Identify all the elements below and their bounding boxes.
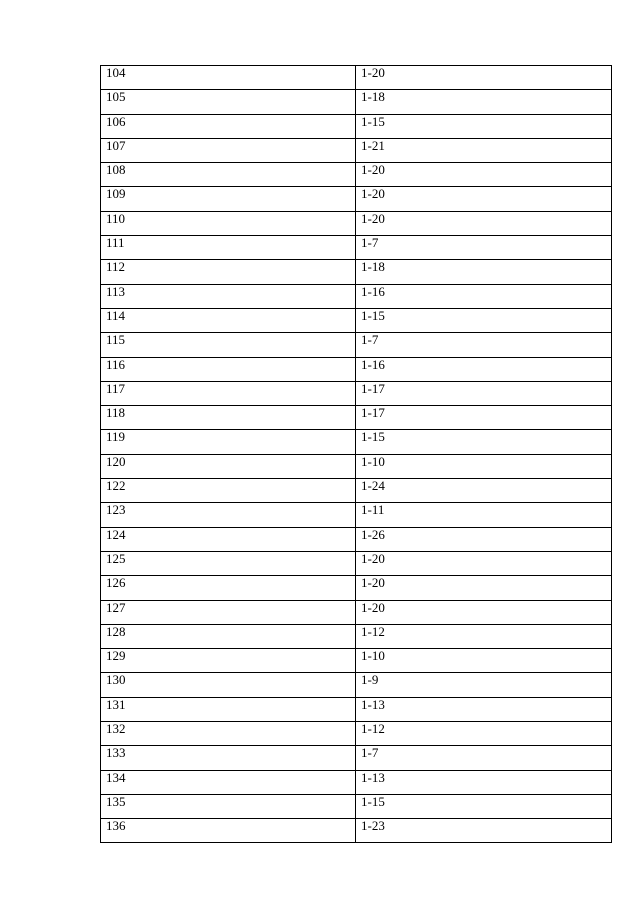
range-cell: 1-20 (356, 163, 612, 187)
range-cell: 1-20 (356, 66, 612, 90)
table-row (101, 138, 612, 162)
sequence-id-cell: 135 (101, 794, 356, 818)
sequence-id-cell: 106 (101, 114, 356, 138)
table-row (101, 236, 612, 260)
range-cell: 1-20 (356, 211, 612, 235)
sequence-id-cell: 129 (101, 649, 356, 673)
table-row (101, 260, 612, 284)
range-cell: 1-16 (356, 357, 612, 381)
sequence-id-cell: 123 (101, 503, 356, 527)
table-row (101, 527, 612, 551)
sequence-id-cell: 109 (101, 187, 356, 211)
data-table (100, 65, 612, 843)
range-cell: 1-17 (356, 381, 612, 405)
sequence-id-cell: 130 (101, 673, 356, 697)
table-row (101, 794, 612, 818)
sequence-id-cell: 134 (101, 770, 356, 794)
table-row (101, 211, 612, 235)
range-cell: 1-12 (356, 722, 612, 746)
sequence-id-cell: 125 (101, 551, 356, 575)
sequence-id-cell: 132 (101, 722, 356, 746)
sequence-id-cell: 126 (101, 576, 356, 600)
range-cell: 1-15 (356, 308, 612, 332)
sequence-id-cell: 112 (101, 260, 356, 284)
table-row (101, 624, 612, 648)
sequence-id-cell: 115 (101, 333, 356, 357)
table-row (101, 114, 612, 138)
table-row (101, 308, 612, 332)
table-row (101, 284, 612, 308)
range-cell: 1-12 (356, 624, 612, 648)
table-row (101, 600, 612, 624)
table-body (101, 66, 612, 843)
range-cell: 1-17 (356, 406, 612, 430)
table-row (101, 722, 612, 746)
sequence-id-cell: 116 (101, 357, 356, 381)
range-cell: 1-10 (356, 649, 612, 673)
range-cell: 1-9 (356, 673, 612, 697)
table-row (101, 551, 612, 575)
range-cell: 1-15 (356, 794, 612, 818)
sequence-id-cell: 119 (101, 430, 356, 454)
range-cell: 1-10 (356, 454, 612, 478)
sequence-id-cell: 105 (101, 90, 356, 114)
sequence-id-cell: 127 (101, 600, 356, 624)
sequence-id-cell: 104 (101, 66, 356, 90)
sequence-id-cell: 117 (101, 381, 356, 405)
range-cell: 1-20 (356, 576, 612, 600)
sequence-id-cell: 136 (101, 819, 356, 843)
sequence-id-cell: 124 (101, 527, 356, 551)
sequence-id-cell: 113 (101, 284, 356, 308)
sequence-id-cell: 110 (101, 211, 356, 235)
sequence-id-cell: 122 (101, 479, 356, 503)
table-row (101, 746, 612, 770)
table-row (101, 90, 612, 114)
range-cell: 1-16 (356, 284, 612, 308)
sequence-id-cell: 111 (101, 236, 356, 260)
table-row (101, 673, 612, 697)
range-cell: 1-7 (356, 746, 612, 770)
range-cell: 1-11 (356, 503, 612, 527)
table-row (101, 479, 612, 503)
range-cell: 1-15 (356, 114, 612, 138)
range-cell: 1-20 (356, 551, 612, 575)
range-cell: 1-23 (356, 819, 612, 843)
table-row (101, 66, 612, 90)
range-cell: 1-18 (356, 90, 612, 114)
table-row (101, 697, 612, 721)
sequence-id-cell: 120 (101, 454, 356, 478)
range-cell: 1-21 (356, 138, 612, 162)
table-row (101, 381, 612, 405)
range-cell: 1-13 (356, 697, 612, 721)
table-row (101, 333, 612, 357)
range-cell: 1-7 (356, 236, 612, 260)
range-cell: 1-18 (356, 260, 612, 284)
sequence-id-cell: 107 (101, 138, 356, 162)
range-cell: 1-24 (356, 479, 612, 503)
table-row (101, 357, 612, 381)
range-cell: 1-7 (356, 333, 612, 357)
range-cell: 1-20 (356, 600, 612, 624)
sequence-id-cell: 128 (101, 624, 356, 648)
sequence-id-cell: 131 (101, 697, 356, 721)
table-row (101, 454, 612, 478)
table-row (101, 770, 612, 794)
table-row (101, 503, 612, 527)
range-cell: 1-26 (356, 527, 612, 551)
table-row (101, 187, 612, 211)
table-row (101, 406, 612, 430)
sequence-id-cell: 114 (101, 308, 356, 332)
table-row (101, 163, 612, 187)
range-cell: 1-15 (356, 430, 612, 454)
sequence-id-cell: 133 (101, 746, 356, 770)
range-cell: 1-20 (356, 187, 612, 211)
range-cell: 1-13 (356, 770, 612, 794)
table-row (101, 430, 612, 454)
table-row (101, 649, 612, 673)
sequence-id-cell: 108 (101, 163, 356, 187)
table-row (101, 819, 612, 843)
table-row (101, 576, 612, 600)
sequence-id-cell: 118 (101, 406, 356, 430)
